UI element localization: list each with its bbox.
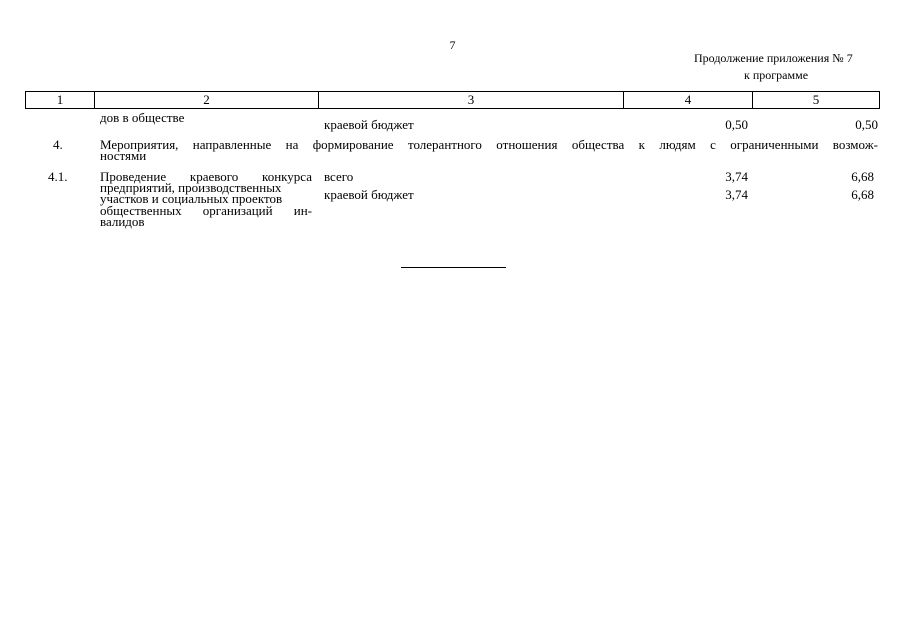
column-header-1: 1 (56, 92, 64, 107)
item-name-line: предприятий, производственных (100, 180, 282, 195)
continuation-note-suffix: к программе (744, 68, 809, 82)
funding-source-cell: всего (324, 169, 354, 184)
column-header-2: 2 (203, 92, 210, 107)
item-name-line: валидов (100, 214, 145, 229)
item-number: 4.1. (48, 169, 68, 184)
funding-col5-cell: 6,68 (851, 169, 874, 184)
section-title-line: Мероприятия, направленные на формирование толерантного отношения общества к людям с ограниченными возмож- (100, 137, 878, 152)
row-col4-cell: 0,50 (725, 117, 748, 132)
section-title-line: ностями (100, 148, 147, 163)
funding-col4-cell: 3,74 (725, 169, 748, 184)
funding-col4-cell: 3,74 (725, 187, 748, 202)
row-name-cell: дов в обществе (100, 110, 185, 125)
column-header-4: 4 (684, 92, 692, 107)
section-number: 4. (53, 137, 63, 152)
item-name-line: Проведение краевого конкурса (100, 169, 312, 184)
end-of-document-rule (401, 267, 506, 268)
column-header-3: 3 (467, 92, 475, 107)
table-header-row (25, 91, 880, 109)
page-number: 7 (449, 38, 456, 52)
column-header-5: 5 (812, 92, 820, 107)
funding-source-cell: краевой бюджет (324, 187, 414, 202)
row-source-cell: краевой бюджет (324, 117, 414, 132)
continuation-note: Продолжение приложения № 7 (694, 51, 853, 65)
funding-col5-cell: 6,68 (851, 187, 874, 202)
item-name-line: участков и социальных проектов (100, 191, 283, 206)
item-name-line: общественных организаций ин- (100, 203, 312, 218)
row-col5-cell: 0,50 (855, 117, 878, 132)
